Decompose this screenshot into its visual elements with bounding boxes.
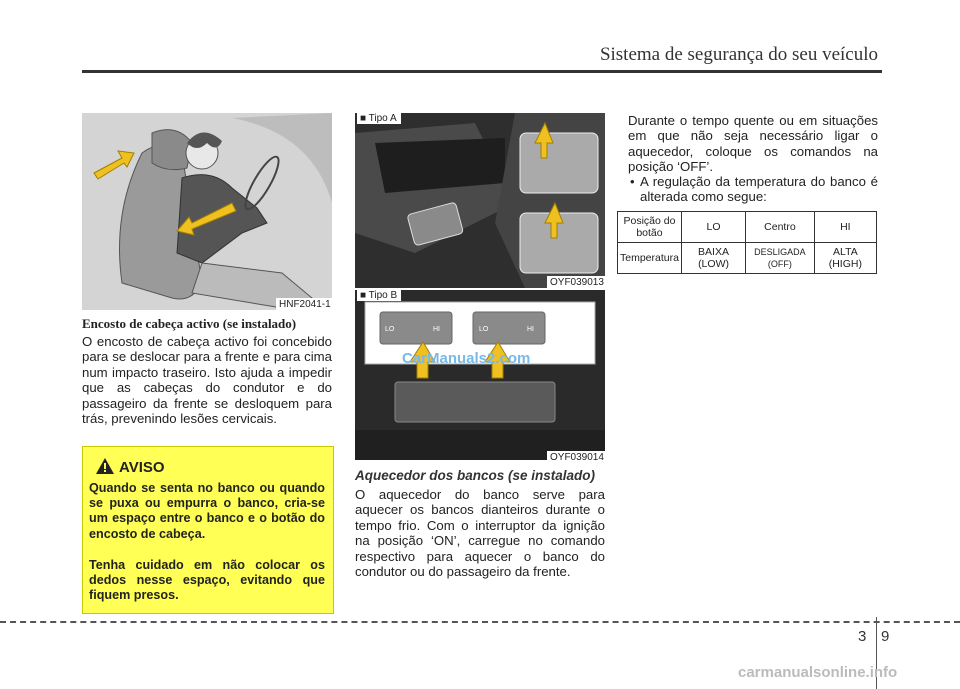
seatheater-body: O aquecedor do banco serve para aquecer os bancos dianteiros durante o tempo frio. Com o interruptor da ignição na posição ‘ON’, carregue no comando respectivo para aquecer o banco do condutor ou do passageiro da frente. (355, 487, 605, 580)
type-a-illustration (355, 113, 605, 288)
figure1-code: HNF2041-1 (276, 298, 334, 311)
watermark-text: carmanualsonline.info (738, 664, 898, 681)
bullet-dot: • (630, 174, 635, 189)
page-header-title: Sistema de segurança do seu veículo (599, 44, 878, 65)
seatheater-heading: Aquecedor dos bancos (se instalado) (355, 468, 596, 483)
table-cell: HI (814, 212, 876, 243)
headrest-illustration (82, 113, 332, 310)
type-b-right-hi-label: HI (527, 326, 534, 333)
warning-triangle-icon (95, 457, 115, 480)
headrest-heading: Encosto de cabeça activo (se instalado) (82, 316, 297, 331)
temperature-table (617, 211, 877, 274)
footer-rule (0, 621, 960, 623)
header-rule (82, 70, 882, 73)
seatheater-figure-type-a (355, 113, 605, 288)
page-chapter-number: 3 (858, 628, 867, 645)
figure3-code: OYF039014 (547, 451, 607, 464)
figure2-code: OYF039013 (547, 276, 607, 289)
type-b-left-lo-label: LO (385, 326, 395, 333)
warning-paragraph-2: Tenha cuidado em não colocar os dedos nesse espaço, evitando que fiquem presos. (89, 558, 325, 603)
figure2-tag: ■ Tipo A (357, 113, 401, 124)
type-b-left-hi-label: HI (433, 326, 440, 333)
table-cell: ALTA (HIGH) (814, 243, 876, 274)
table-row (618, 243, 877, 274)
table-cell: Posição do botão (618, 212, 682, 243)
table-header-row (618, 212, 877, 243)
type-b-right-lo-label: LO (479, 326, 489, 333)
warning-box (82, 446, 334, 614)
figure3-tag: ■ Tipo B (357, 290, 401, 301)
watermark-carmanuals2: CarManuals2.com (402, 350, 531, 367)
table-cell: DESLIGADA (OFF) (746, 243, 815, 274)
table-cell: LO (681, 212, 745, 243)
headrest-body: O encosto de cabeça activo foi concebido para se deslocar para a frente e para cima num impacto traseiro. Isto ajuda a impedir que as cabeças do condutor e do passageiro da frente se desloquem para trás, prevenindo lesões cervicais. (82, 334, 332, 427)
table-cell: Temperatura (618, 243, 682, 274)
headrest-figure (82, 113, 332, 310)
table-cell: BAIXA (LOW) (681, 243, 745, 274)
table-cell: Centro (746, 212, 815, 243)
page-number: 9 (881, 628, 890, 645)
seatheater-figure-type-b (355, 290, 605, 460)
right-column-bullet: A regulação da temperatura do banco é alterada como segue: (640, 174, 878, 205)
warning-title: AVISO (119, 459, 165, 476)
right-column-body: Durante o tempo quente ou em situações em que não seja necessário ligar o aquecedor, coloque os comandos na posição ‘OFF’. (628, 113, 878, 175)
warning-paragraph-1: Quando se senta no banco ou quando se puxa ou empurra o banco, cria-se um espaço entre o banco e o botão do encosto de cabeça. (89, 481, 325, 541)
type-b-illustration (355, 290, 605, 460)
